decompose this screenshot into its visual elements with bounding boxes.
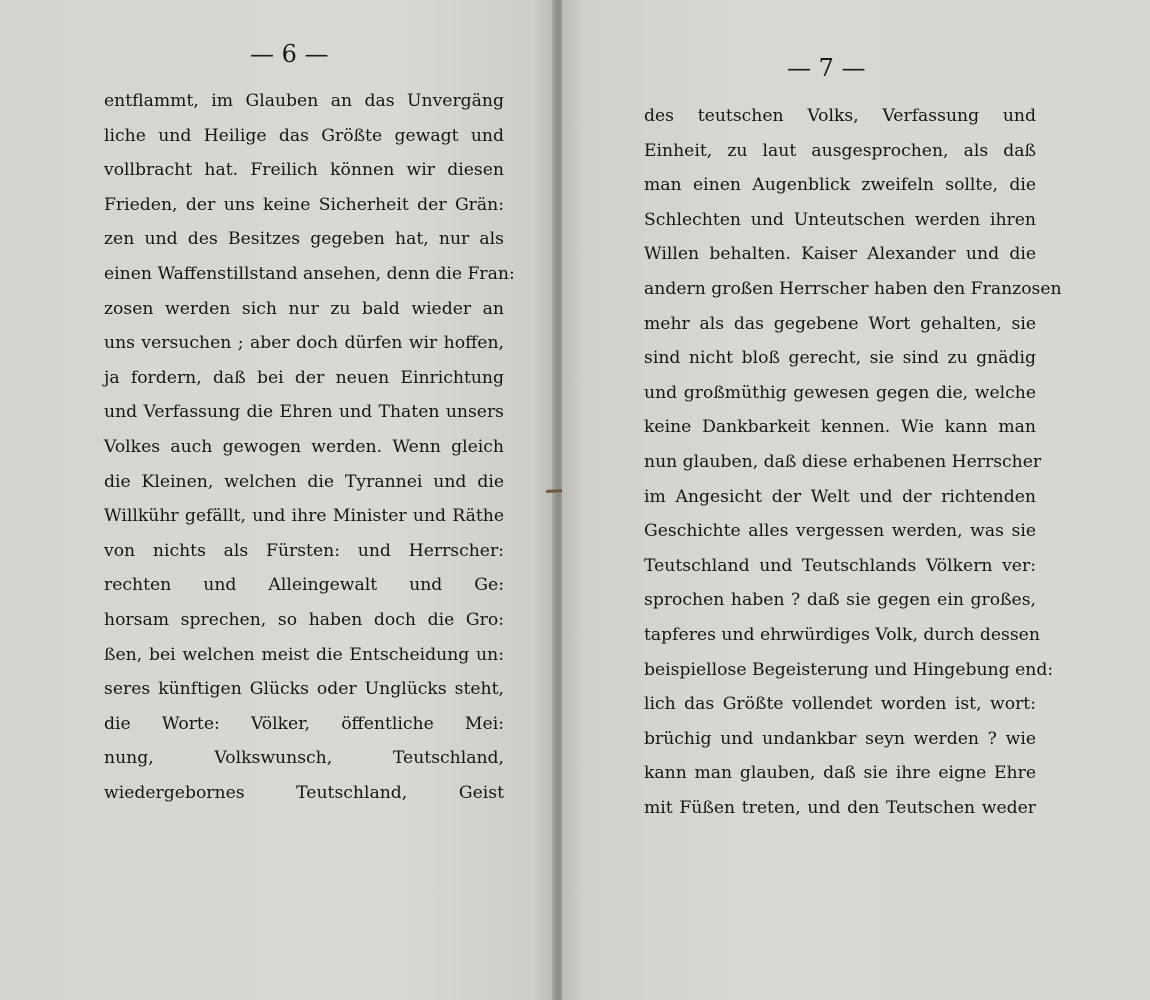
text-line: brüchig und undankbar seyn werden ? wie xyxy=(644,728,1036,749)
text-line: nun glauben, daß diese erhabenen Herrscher xyxy=(644,451,1042,472)
text-line: mit Füßen treten, und den Teutschen weder xyxy=(644,797,1036,818)
text-line: im Angesicht der Welt und der richtenden xyxy=(644,486,1036,507)
text-line: man einen Augenblick zweifeln sollte, die xyxy=(644,175,1036,196)
left-page xyxy=(0,0,556,1000)
text-line: und Verfassung die Ehren und Thaten unsers xyxy=(104,402,504,423)
text-line: zosen werden sich nur zu bald wieder an xyxy=(104,298,504,319)
text-line: Einheit, zu laut ausgesprochen, als daß xyxy=(644,140,1036,161)
text-line: einen Waffenstillstand ansehen, denn die Fran: xyxy=(104,263,515,284)
page-text xyxy=(644,99,1062,825)
text-line: wiedergebornes Teutschland, Geist xyxy=(104,782,504,803)
text-line: beispiellose Begeisterung und Hingebung end: xyxy=(644,659,1054,680)
text-line: Willkühr gefällt, und ihre Minister und Räthe xyxy=(104,506,504,527)
text-line: des teutschen Volks, Verfassung und xyxy=(644,106,1036,126)
text-line: rechten und Alleingewalt und Ge: xyxy=(104,575,504,596)
text-line: uns versuchen ; aber doch dürfen wir hoffen, xyxy=(104,333,504,354)
text-line: die Worte: Völker, öffentliche Mei: xyxy=(104,713,504,734)
text-line: keine Dankbarkeit kennen. Wie kann man xyxy=(644,417,1036,438)
text-line: mehr als das gegebene Wort gehalten, sie xyxy=(644,313,1036,334)
text-line: liche und Heilige das Größte gewagt und xyxy=(104,125,504,146)
text-line: die Kleinen, welchen die Tyrannei und die xyxy=(104,471,504,492)
text-line: entflammt, im Glauben an das Unvergäng xyxy=(104,91,504,111)
page-text xyxy=(104,84,515,810)
text-line: ßen, bei welchen meist die Entscheidung un: xyxy=(104,644,504,665)
page-number: — 6 — xyxy=(250,40,329,68)
text-line: Schlechten und Unteutschen werden ihren xyxy=(644,209,1036,230)
text-line: ja fordern, daß bei der neuen Einrichtung xyxy=(104,367,504,388)
text-line: Frieden, der uns keine Sicherheit der Grän: xyxy=(104,194,504,215)
text-line: sind nicht bloß gerecht, sie sind zu gnädig xyxy=(644,348,1036,369)
text-line: Volkes auch gewogen werden. Wenn gleich xyxy=(104,436,504,457)
text-line: Willen behalten. Kaiser Alexander und die xyxy=(644,244,1036,265)
text-line: seres künftigen Glücks oder Unglücks steht, xyxy=(104,679,504,700)
text-line: tapferes und ehrwürdiges Volk, durch dessen xyxy=(644,624,1040,645)
text-line: kann man glauben, daß sie ihre eigne Ehre xyxy=(644,763,1036,784)
text-line: Geschichte alles vergessen werden, was sie xyxy=(644,521,1036,542)
page-number: — 7 — xyxy=(787,54,866,82)
text-line: zen und des Besitzes gegeben hat, nur als xyxy=(104,229,504,250)
text-line: andern großen Herrscher haben den Franzosen xyxy=(644,278,1062,299)
text-line: horsam sprechen, so haben doch die Gro: xyxy=(104,609,504,630)
text-line: nung, Volkswunsch, Teutschland, xyxy=(104,748,504,769)
text-line: sprochen haben ? daß sie gegen ein großes, xyxy=(644,590,1036,611)
text-line: und großmüthig gewesen gegen die, welche xyxy=(644,382,1036,403)
text-line: Teutschland und Teutschlands Völkern ver: xyxy=(644,555,1036,576)
text-line: lich das Größte vollendet worden ist, wort: xyxy=(644,694,1036,715)
text-line: vollbracht hat. Freilich können wir diesen xyxy=(104,160,504,181)
right-page xyxy=(562,0,1150,1000)
text-line: von nichts als Fürsten: und Herrscher: xyxy=(104,540,504,561)
